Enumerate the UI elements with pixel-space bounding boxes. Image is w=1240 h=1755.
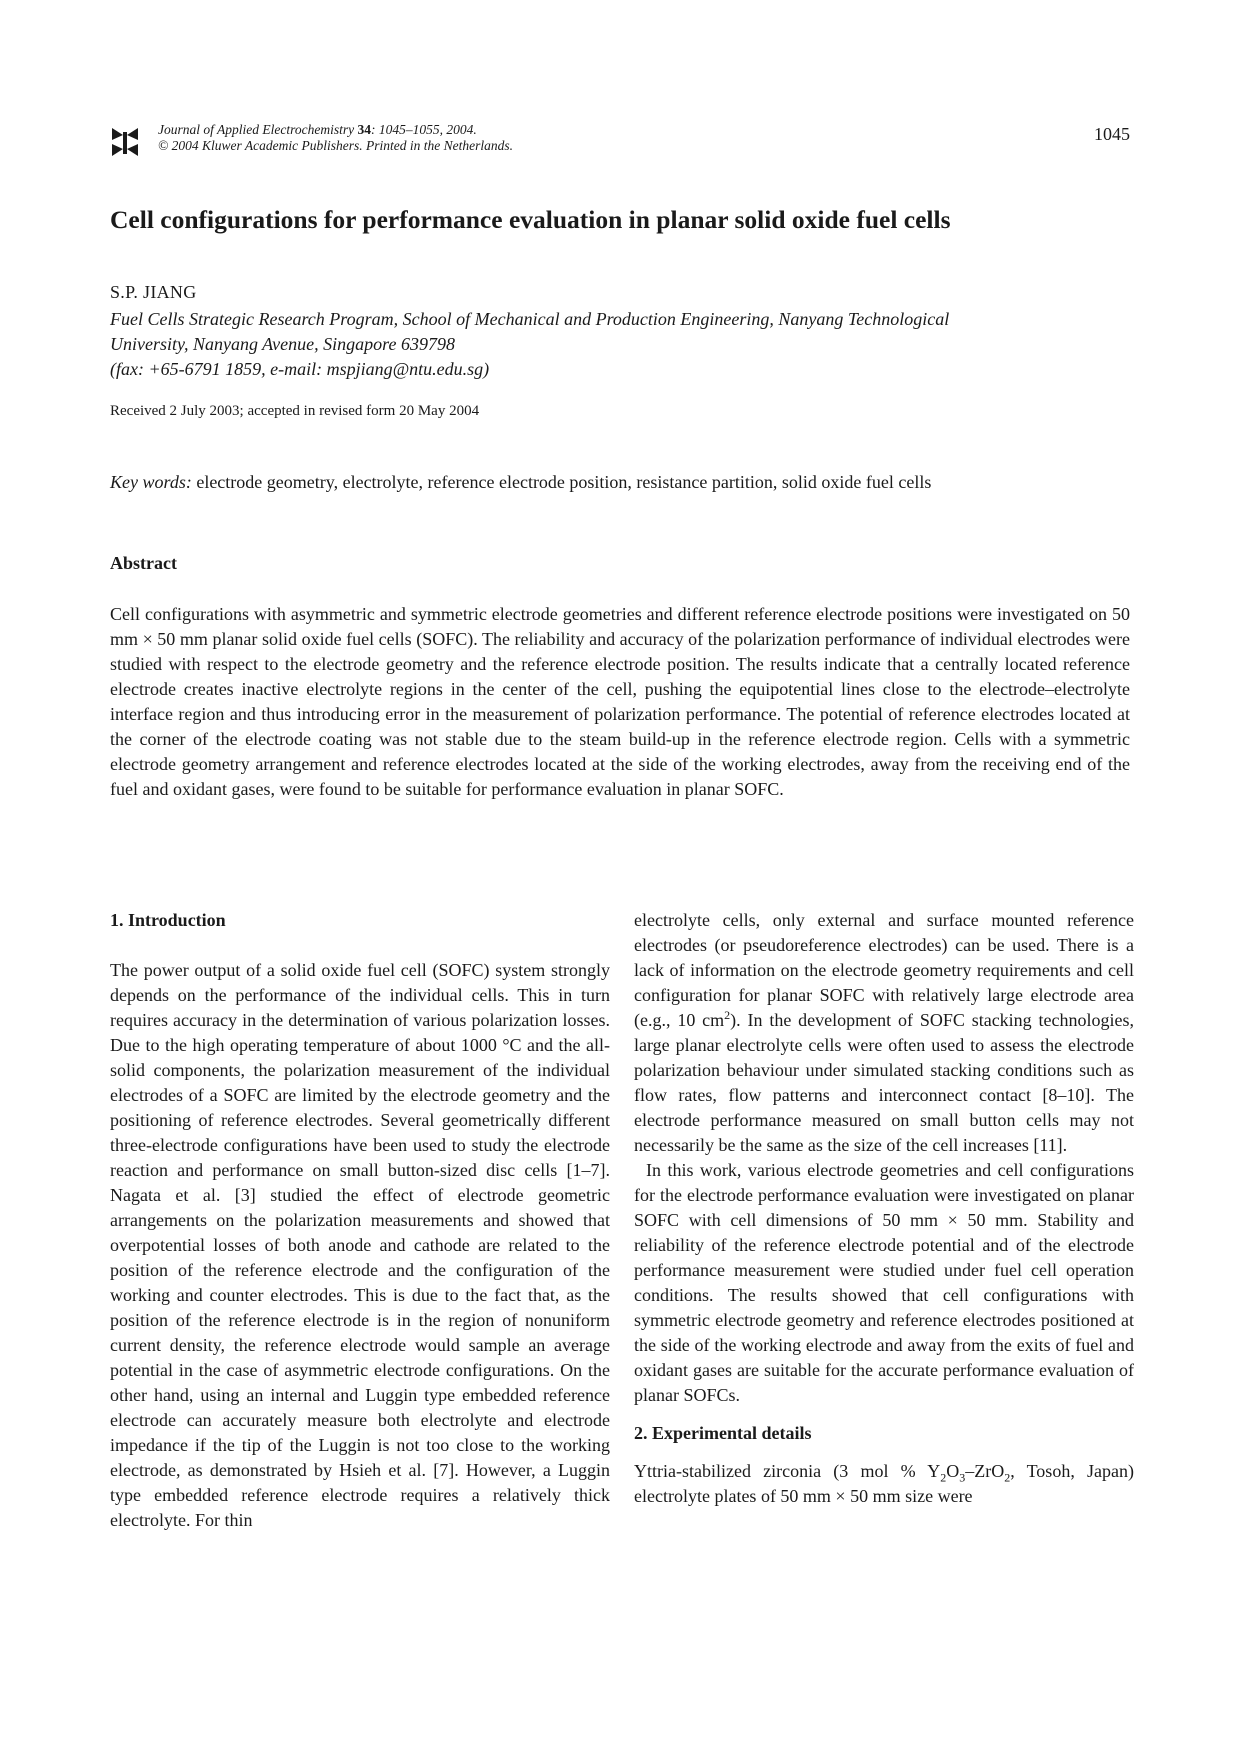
keywords-list: electrode geometry, electrolyte, reference electrode position, resistance partition, solid oxide fuel cells <box>196 472 932 492</box>
affiliation-line: University, Nanyang Avenue, Singapore 639798 <box>110 334 455 354</box>
affiliation-contact: (fax: +65-6791 1859, e-mail: mspjiang@ntu.edu.sg) <box>110 359 490 379</box>
journal-volume: 34 <box>357 122 371 137</box>
article-title: Cell configurations for performance evaluation in planar solid oxide fuel cells <box>110 205 951 234</box>
keywords <box>110 472 1140 493</box>
right-column <box>634 908 1134 1509</box>
copyright-line: © 2004 Kluwer Academic Publishers. Printed in the Netherlands. <box>158 138 513 153</box>
journal-header <box>110 122 1130 162</box>
received-date: Received 2 July 2003; accepted in revised form 20 May 2004 <box>110 403 480 419</box>
abstract-heading: Abstract <box>110 553 177 573</box>
paragraph: Yttria-stabilized zirconia (3 mol % $Y_2O_3-ZrO_2$, Tosoh, Japan) electrolyte plates of 50 mm × 50 mm size were <box>634 1461 1134 1506</box>
paragraph: In this work, various electrode geometries and cell configurations for the electrode performance evaluation were investigated on planar SOFC with cell dimensions of 50 mm × 50 mm. Stability and reliability of the reference electrode potential and of the electrode performance measurement were studied under fuel cell operation conditions. The results showed that cell configurations with symmetric electrode geometry and reference electrodes positioned at the side of the working electrode and away from the exits of fuel and oxidant gases are suitable for the accurate performance evaluation of planar SOFCs. <box>634 1160 1134 1405</box>
journal-name: Journal of Applied Electrochemistry <box>158 122 355 137</box>
section-heading: 2. Experimental details <box>634 1423 812 1443</box>
abstract-text: Cell configurations with asymmetric and symmetric electrode geometries and different reference electrode positions were investigated on 50 mm × 50 mm planar solid oxide fuel cells (SOFC). The reliability and accuracy of the polarization performance of individual electrodes were studied with respect to the electrode geometry and the reference electrode position. The results indicate that a centrally located reference electrode creates inactive electrolyte regions in the center of the cell, pushing the equipotential lines close to the electrode–electrolyte interface region and thus introducing error in the measurement of polarization performance. The potential of reference electrodes located at the corner of the electrode coating was not stable due to the steam build-up in the reference electrode region. Cells with a symmetric electrode geometry arrangement and reference electrodes located at the side of the working electrodes, away from the receiving end of the fuel and oxidant gases, were found to be suitable for performance evaluation in planar SOFC. <box>110 604 1130 799</box>
journal-citation <box>158 122 513 154</box>
kluwer-logo-icon <box>110 126 140 158</box>
left-column <box>110 908 610 1533</box>
paragraph: electrolyte cells, only external and surface mounted reference electrodes (or pseudoreference electrodes) can be used. There is a lack of information on the electrode geometry requirements and cell configuration for planar SOFC with relatively large electrode area (e.g., 10 $cm^2$). In the development of SOFC stacking technologies, large planar electrolyte cells were often used to assess the electrode polarization behaviour under simulated stacking conditions such as flow rates, flow patterns and interconnect contact [8–10]. The electrode performance measured on small button cells may not necessarily be the same as the size of the cell increases [11]. <box>634 910 1134 1155</box>
page-number: 1045 <box>1094 124 1130 144</box>
author-name: S.P. JIANG <box>110 282 197 302</box>
keywords-label: Key words: <box>110 472 192 492</box>
paragraph: The power output of a solid oxide fuel cell (SOFC) system strongly depends on the performance of the individual cells. This in turn requires accuracy in the determination of various polarization losses. Due to the high operating temperature of about 1000 °C and the all-solid components, the polarization measurement of the individual electrodes of a SOFC are limited by the electrode geometry and the positioning of reference electrodes. Several geometrically different three-electrode configurations have been used to study the electrode reaction and performance on small button-sized disc cells [1–7]. Nagata et al. [3] studied the effect of electrode geometric arrangements on the polarization measurements and showed that overpotential losses of both anode and cathode are related to the position of the reference electrode and the configuration of the working and counter electrodes. This is due to the fact that, as the position of the reference electrode is in the region of nonuniform current density, the reference electrode would sample an average potential in the case of asymmetric electrode configurations. On the other hand, using an internal and Luggin type embedded reference electrode can accurately measure both electrolyte and electrode impedance if the tip of the Luggin is not too close to the working electrode, as demonstrated by Hsieh et al. [7]. However, a Luggin type embedded reference electrode requires a relatively thick electrolyte. For thin <box>110 960 610 1530</box>
author-affiliation <box>110 307 1130 382</box>
affiliation-line: Fuel Cells Strategic Research Program, School of Mechanical and Production Engineering, Nanyang Technological <box>110 309 950 329</box>
journal-pages: : 1045–1055, 2004. <box>370 122 477 137</box>
section-heading: 1. Introduction <box>110 910 226 930</box>
